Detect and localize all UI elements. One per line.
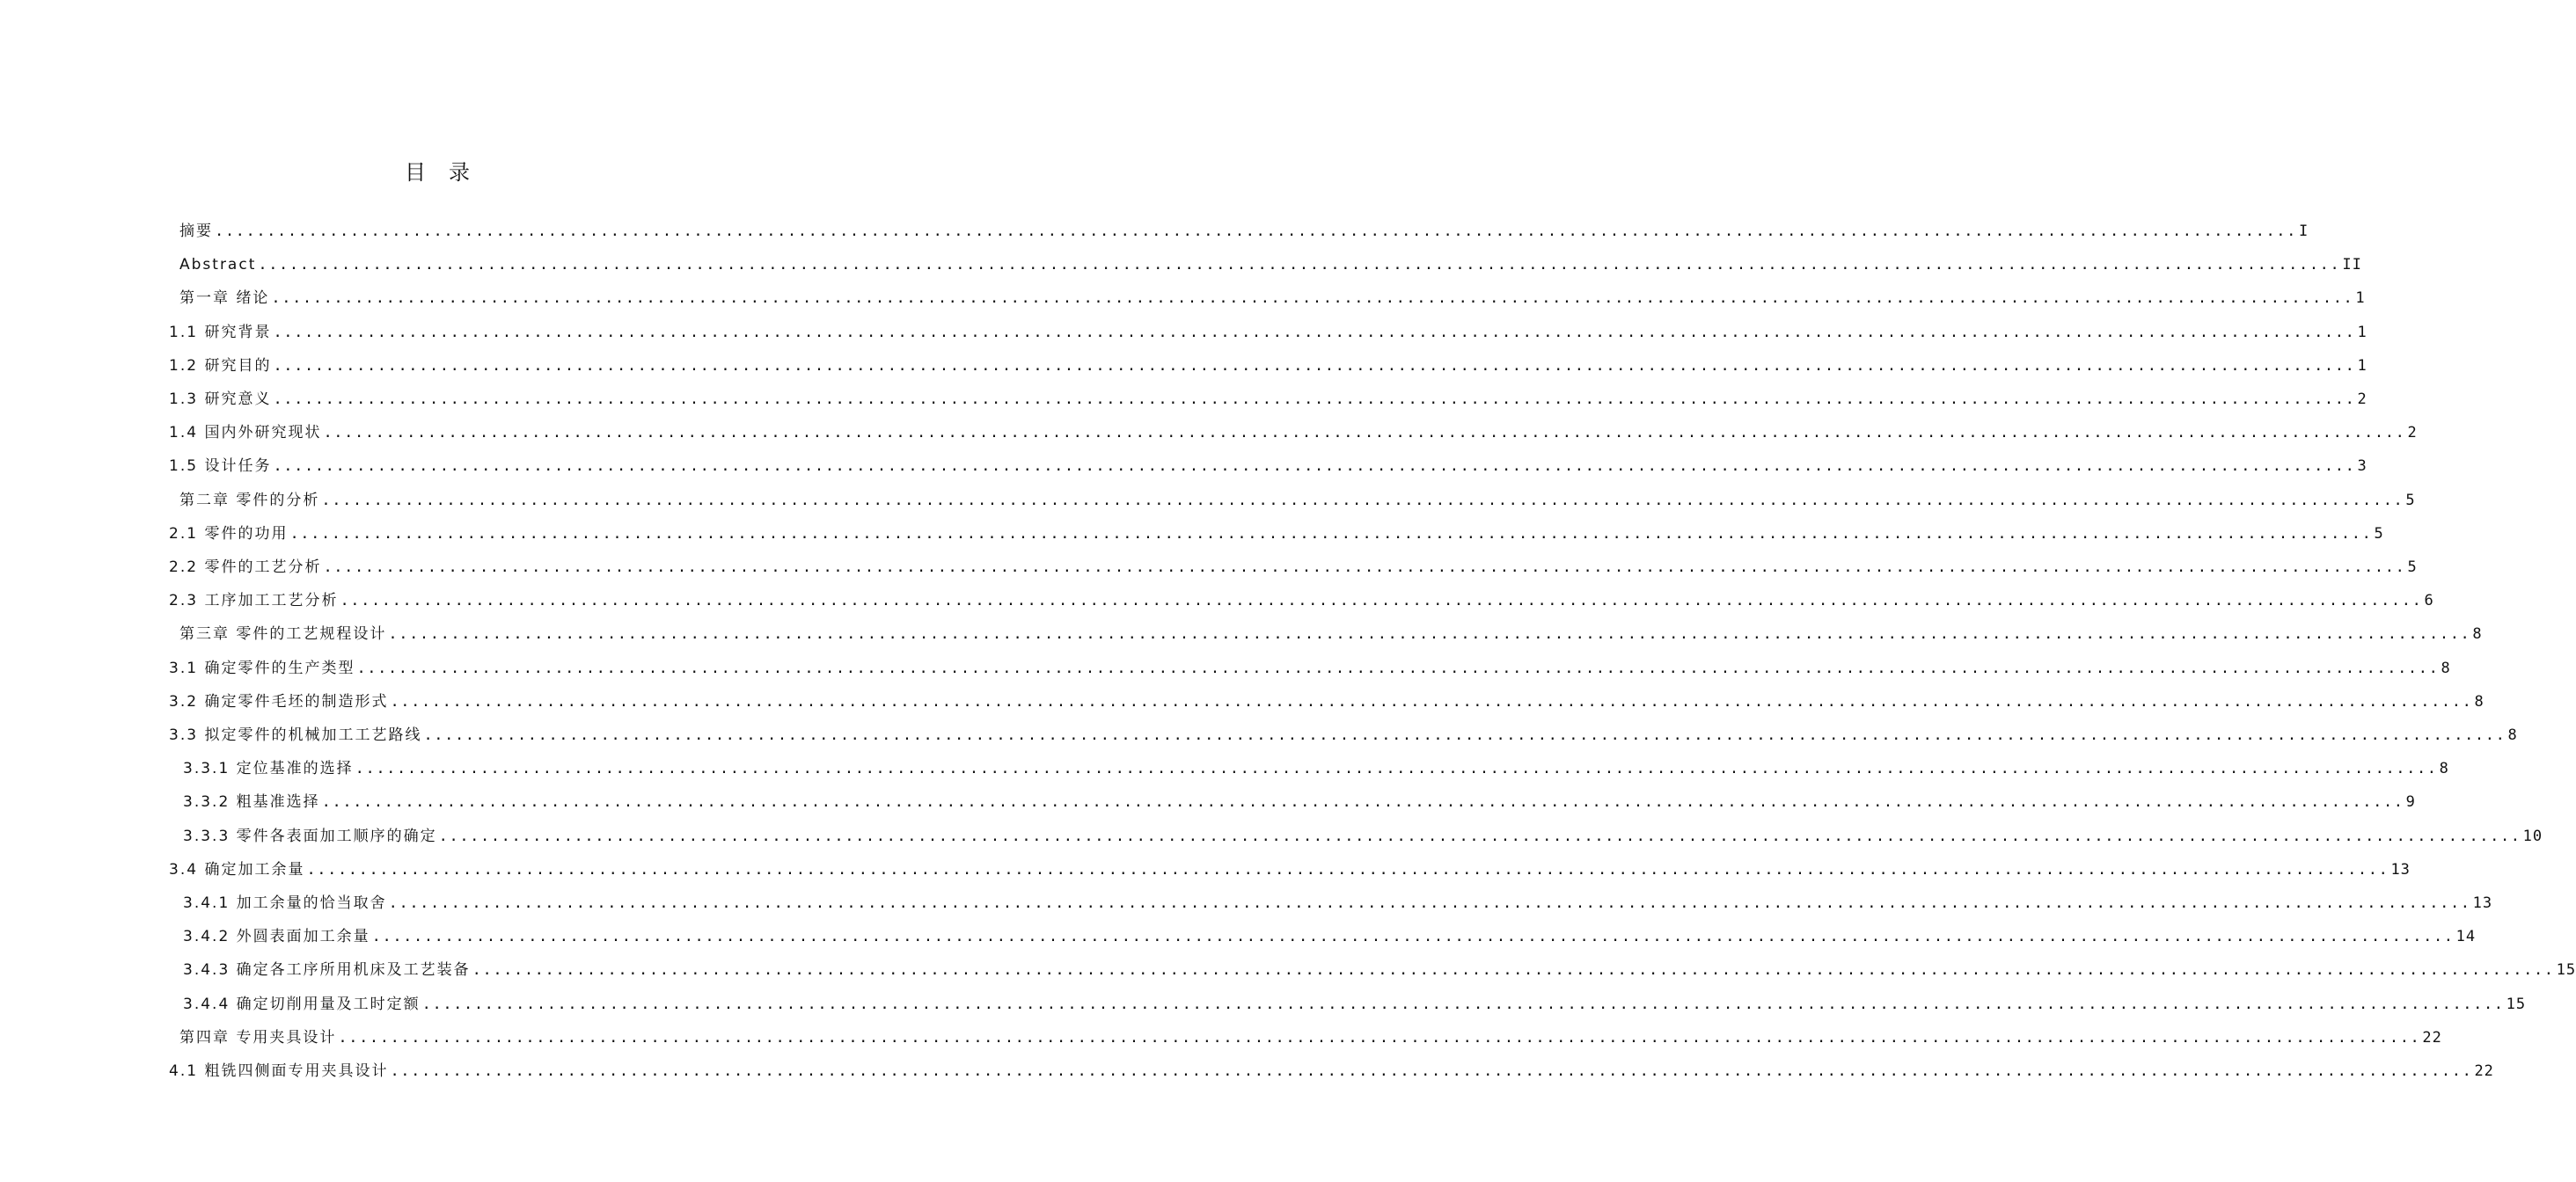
toc-entry-label: 1.5 设计任务 bbox=[169, 457, 272, 476]
toc-entry[interactable] bbox=[169, 385, 2367, 410]
toc-entry-page-number: 8 bbox=[2472, 625, 2483, 644]
toc-entry-page-number: 3 bbox=[2357, 457, 2367, 476]
toc-leader-dots: ........................................................................................................................................................................................................ bbox=[340, 592, 2423, 610]
toc-entry-page-number: 9 bbox=[2405, 793, 2416, 812]
toc-entry[interactable] bbox=[169, 553, 2418, 578]
toc-entry[interactable] bbox=[179, 284, 2366, 309]
toc-leader-dots: ........................................................................................................................................................................................................ bbox=[472, 961, 2555, 980]
toc-entry[interactable] bbox=[169, 721, 2518, 746]
toc-entry-page-number: 5 bbox=[2374, 524, 2384, 543]
toc-entry-page-number: 8 bbox=[2441, 659, 2451, 677]
toc-entry-page-number: 8 bbox=[2474, 692, 2485, 711]
toc-entry-label: 3.4 确定加工余量 bbox=[169, 860, 305, 879]
toc-entry-label: 摘要 bbox=[179, 223, 213, 240]
toc-entry-page-number: 15 bbox=[2556, 961, 2576, 980]
toc-leader-dots: ........................................................................................................................................................................................................ bbox=[338, 1028, 2421, 1047]
toc-entry[interactable] bbox=[169, 654, 2451, 679]
toc-leader-dots: ........................................................................................................................................................................................................ bbox=[271, 289, 2354, 308]
toc-leader-dots: ........................................................................................................................................................................................................ bbox=[306, 860, 2389, 879]
toc-entry[interactable] bbox=[169, 352, 2367, 376]
toc-entry[interactable] bbox=[183, 889, 2493, 914]
toc-entry-page-number: 1 bbox=[2357, 356, 2367, 375]
toc-entry-label: 1.3 研究意义 bbox=[169, 390, 272, 408]
toc-entry-label: 第一章 绪论 bbox=[179, 289, 270, 308]
toc-leader-dots: ........................................................................................................................................................................................................ bbox=[273, 323, 2356, 341]
toc-leader-dots: ........................................................................................................................................................................................................ bbox=[321, 793, 2404, 812]
toc-leader-dots: ........................................................................................................................................................................................................ bbox=[355, 760, 2438, 778]
toc-leader-dots: ........................................................................................................................................................................................................ bbox=[321, 491, 2404, 509]
toc-leader-dots: ........................................................................................................................................................................................................ bbox=[388, 894, 2471, 912]
toc-leader-dots: ........................................................................................................................................................................................................ bbox=[273, 457, 2356, 476]
toc-entry-label: 4.1 粗铣四侧面专用夹具设计 bbox=[169, 1062, 389, 1080]
toc-entry-label: 第三章 零件的工艺规程设计 bbox=[179, 625, 387, 644]
toc-entry-label: 3.3 拟定零件的机械加工工艺路线 bbox=[169, 726, 422, 744]
toc-leader-dots: ........................................................................................................................................................................................................ bbox=[390, 1062, 2473, 1080]
toc-entry-page-number: II bbox=[2342, 256, 2362, 274]
toc-entry-label: 1.4 国内外研究现状 bbox=[169, 424, 322, 442]
toc-entry-label: 3.3.2 粗基准选择 bbox=[183, 793, 320, 812]
toc-entry-page-number: 6 bbox=[2424, 592, 2434, 610]
toc-leader-dots: ........................................................................................................................................................................................................ bbox=[388, 625, 2471, 644]
toc-entry-page-number: 22 bbox=[2422, 1028, 2442, 1047]
toc-entry-page-number: 5 bbox=[2407, 558, 2418, 576]
toc-leader-dots: ........................................................................................................................................................................................................ bbox=[273, 356, 2356, 375]
toc-leader-dots: ........................................................................................................................................................................................................ bbox=[423, 726, 2506, 744]
toc-entry[interactable] bbox=[169, 856, 2411, 880]
toc-entry-page-number: 1 bbox=[2355, 289, 2366, 308]
toc-entry-label: 3.4.2 外圆表面加工余量 bbox=[183, 928, 370, 946]
toc-entry-page-number: 13 bbox=[2472, 894, 2493, 912]
toc-entry-page-number: 14 bbox=[2455, 928, 2477, 946]
toc-leader-dots: ........................................................................................................................................................................................................ bbox=[289, 524, 2373, 543]
toc-entry[interactable] bbox=[183, 923, 2477, 947]
toc-entry-label: 3.3.1 定位基准的选择 bbox=[183, 760, 354, 778]
toc-entry[interactable] bbox=[179, 251, 2362, 275]
toc-entry[interactable] bbox=[169, 587, 2434, 611]
toc-entry-page-number: 13 bbox=[2390, 860, 2411, 879]
toc-entry-label: 2.3 工序加工工艺分析 bbox=[169, 592, 339, 610]
toc-entry-page-number: 2 bbox=[2407, 424, 2418, 442]
toc-leader-dots: ........................................................................................................................................................................................................ bbox=[371, 928, 2455, 946]
toc-entry[interactable] bbox=[169, 688, 2485, 712]
toc-entry-page-number: 8 bbox=[2507, 726, 2518, 744]
toc-leader-dots: ........................................................................................................................................................................................................ bbox=[323, 424, 2406, 442]
toc-entry[interactable] bbox=[183, 822, 2543, 847]
toc-entry[interactable] bbox=[169, 318, 2367, 343]
toc-entry-label: 2.1 零件的功用 bbox=[169, 524, 289, 543]
toc-leader-dots: ........................................................................................................................................................................................................ bbox=[258, 256, 2341, 274]
toc-entry-label: 第四章 专用夹具设计 bbox=[179, 1028, 337, 1047]
toc-entry-label: 3.3.3 零件各表面加工顺序的确定 bbox=[183, 827, 437, 845]
toc-entry[interactable] bbox=[179, 217, 2309, 242]
toc-entry[interactable] bbox=[179, 486, 2416, 511]
toc-entry-label: Abstract bbox=[179, 256, 257, 274]
toc-entry-page-number: 8 bbox=[2439, 760, 2449, 778]
toc-entry-label: 3.1 确定零件的生产类型 bbox=[169, 659, 355, 677]
toc-entry[interactable] bbox=[169, 1057, 2494, 1082]
toc-entry[interactable] bbox=[183, 755, 2449, 779]
toc-leader-dots: ........................................................................................................................................................................................................ bbox=[356, 659, 2440, 677]
toc-entry-label: 2.2 零件的工艺分析 bbox=[169, 558, 322, 576]
toc-leader-dots: ........................................................................................................................................................................................................ bbox=[438, 827, 2521, 845]
toc-entry[interactable] bbox=[169, 452, 2367, 477]
toc-entry-label: 3.4.1 加工余量的恰当取舍 bbox=[183, 894, 387, 912]
toc-entry-label: 第二章 零件的分析 bbox=[179, 491, 320, 509]
toc-leader-dots: ........................................................................................................................................................................................................ bbox=[421, 995, 2505, 1013]
toc-entry[interactable] bbox=[183, 990, 2527, 1015]
toc-entry-page-number: 2 bbox=[2357, 390, 2367, 408]
toc-leader-dots: ........................................................................................................................................................................................................ bbox=[273, 390, 2356, 408]
toc-entry[interactable] bbox=[169, 520, 2384, 544]
toc-entry[interactable] bbox=[169, 419, 2418, 443]
toc-entry-label: 1.2 研究目的 bbox=[169, 356, 272, 375]
toc-entry-label: 3.2 确定零件毛坯的制造形式 bbox=[169, 692, 389, 711]
toc-entry[interactable] bbox=[183, 788, 2416, 813]
toc-entry[interactable] bbox=[183, 956, 2576, 981]
toc-title: 目录 bbox=[405, 160, 493, 185]
toc-leader-dots: ........................................................................................................................................................................................................ bbox=[215, 223, 2297, 240]
toc-entry-label: 3.4.3 确定各工序所用机床及工艺装备 bbox=[183, 961, 471, 980]
toc-entry-label: 3.4.4 确定切削用量及工时定额 bbox=[183, 995, 421, 1013]
toc-entry-page-number: 15 bbox=[2506, 995, 2527, 1013]
toc-leader-dots: ........................................................................................................................................................................................................ bbox=[390, 692, 2473, 711]
toc-entry-page-number: 1 bbox=[2357, 323, 2367, 341]
toc-entry[interactable] bbox=[179, 620, 2483, 645]
toc-leader-dots: ........................................................................................................................................................................................................ bbox=[323, 558, 2406, 576]
toc-entry-page-number: 22 bbox=[2474, 1062, 2494, 1080]
toc-entry-page-number: I bbox=[2298, 223, 2309, 240]
toc-entry-page-number: 5 bbox=[2405, 491, 2416, 509]
toc-entry-label: 1.1 研究背景 bbox=[169, 323, 272, 341]
toc-entry-page-number: 10 bbox=[2522, 827, 2543, 845]
toc-entry[interactable] bbox=[179, 1024, 2442, 1048]
